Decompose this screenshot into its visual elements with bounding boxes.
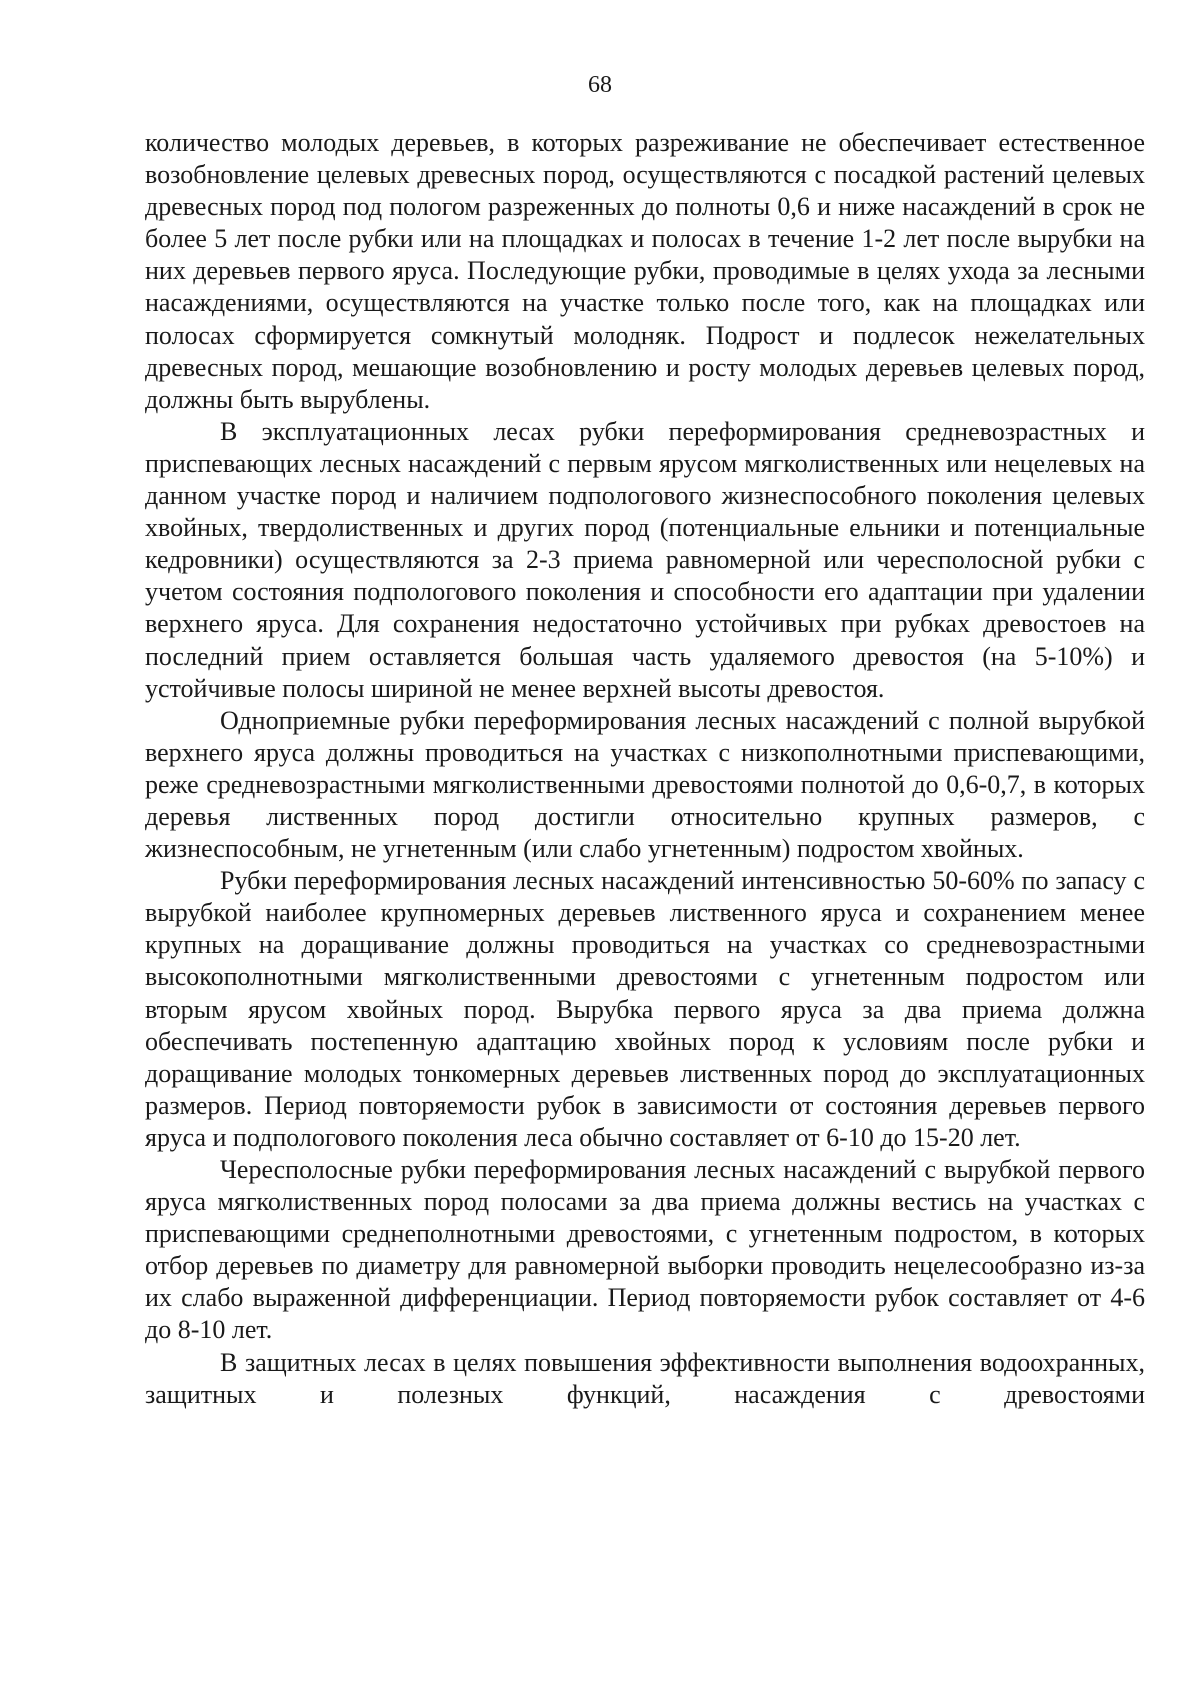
paragraph-5: Чересполосные рубки переформирования лесных насаждений с вырубкой первого яруса мягколиственных пород полосами за два приема должны вестись на участках с приспевающими среднеполнотными древостоями, с угнетенным подростом, в которых отбор деревьев по диаметру для равномерной выборки проводить нецелесообразно из-за их слабо выраженной дифференциации. Период повторяемости рубок составляет от 4-6 до 8-10 лет. [145, 1155, 1145, 1345]
paragraph-1: количество молодых деревьев, в которых разреживание не обеспечивает естественное возобновление целевых древесных пород, осуществляются с посадкой растений целевых древесных пород под пологом разреженных до полноты 0,6 и ниже насаждений в срок не более 5 лет после рубки или на площадках и полосах в течение 1-2 лет после вырубки на них деревьев первого яруса. Последующие рубки, проводимые в целях ухода за лесными насаждениями, осуществляются на участке только после того, как на площадках или полосах сформируется сомкнутый молодняк. Подрост и подлесок нежелательных древесных пород, мешающие возобновлению и росту молодых деревьев целевых пород, должны быть вырублены. [145, 128, 1145, 414]
page-number: 68 [588, 72, 612, 98]
document-body [145, 127, 1145, 1411]
paragraph-6: В защитных лесах в целях повышения эффективности выполнения водоохранных, защитных и полезных функций, насаждения с древостоями [145, 1347, 1145, 1409]
paragraph-4: Рубки переформирования лесных насаждений интенсивностью 50-60% по запасу с вырубкой наиболее крупномерных деревьев лиственного яруса и сохранением менее крупных на доращивание должны проводиться на участках со средневозрастными высокополнотными мягколиственными древостоями с угнетенным подростом или вторым ярусом хвойных пород. Вырубка первого яруса за два приема должна обеспечивать постепенную адаптацию хвойных пород к условиям после рубки и доращивание молодых тонкомерных деревьев лиственных пород до эксплуатационных размеров. Период повторяемости рубок в зависимости от состояния деревьев первого яруса и подпологового поколения леса обычно составляет от 6-10 до 15-20 лет. [145, 866, 1145, 1152]
paragraph-2: В эксплуатационных лесах рубки переформирования средневозрастных и приспевающих лесных насаждений с первым ярусом мягколиственных или нецелевых на данном участке пород и наличием подпологового жизнеспособного поколения целевых хвойных, твердолиственных и других пород (потенциальные ельники и потенциальные кедровники) осуществляются за 2-3 приема равномерной или чересполосной рубки с учетом состояния подпологового поколения и способности его адаптации при удалении верхнего яруса. Для сохранения недостаточно устойчивых при рубках древостоев на последний прием оставляется большая часть удаляемого древостоя (на 5-10%) и устойчивые полосы шириной не менее верхней высоты древостоя. [145, 416, 1145, 703]
paragraph-3: Одноприемные рубки переформирования лесных насаждений с полной вырубкой верхнего яруса должны проводиться на участках с низкополнотными приспевающими, реже средневозрастными мягколиственными древостоями полнотой до 0,6-0,7, в которых деревья лиственных пород достигли относительно крупных размеров, с жизнеспособным, не угнетенным (или слабо угнетенным) подростом хвойных. [145, 705, 1145, 864]
